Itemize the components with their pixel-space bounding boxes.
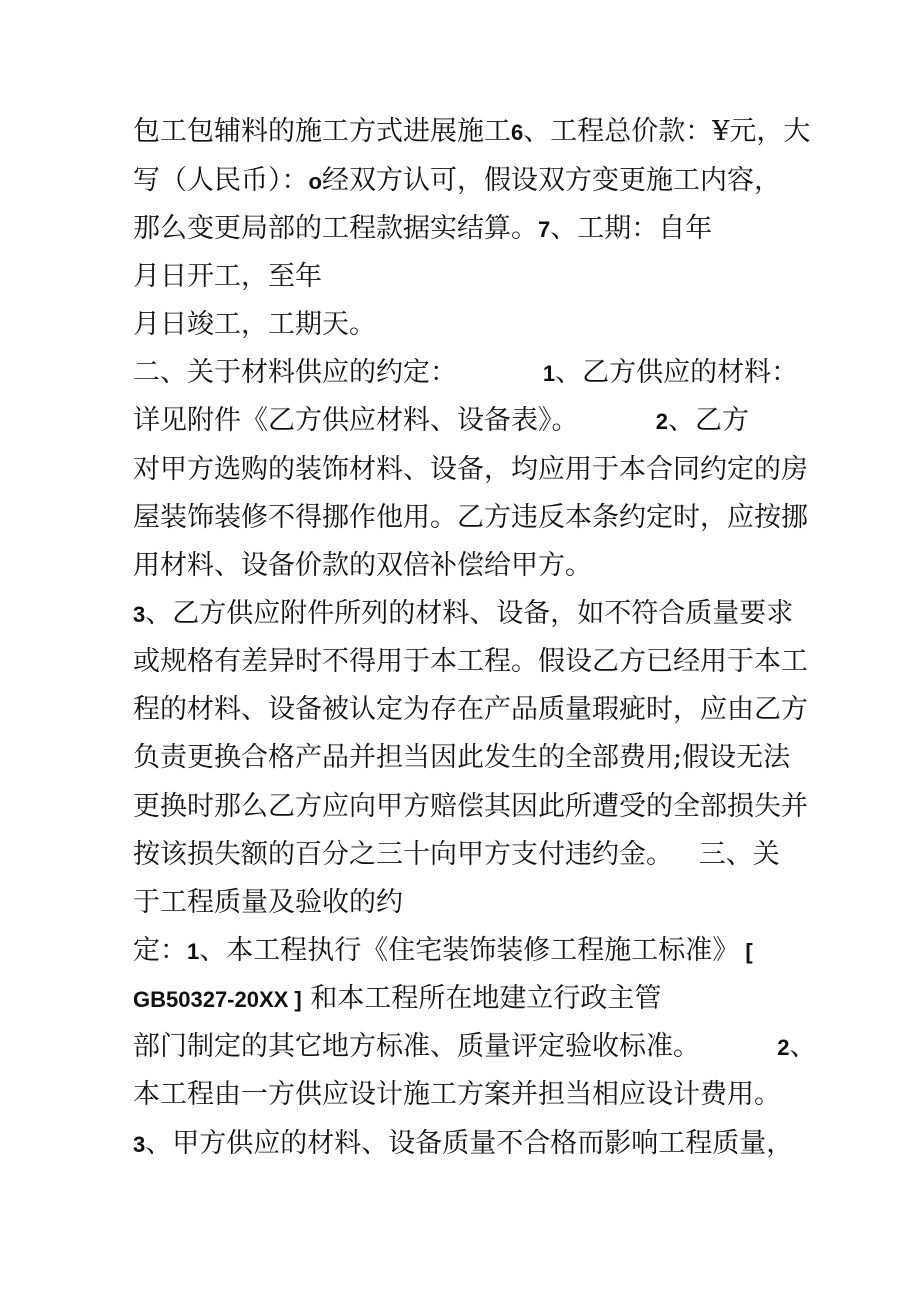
- text-line-21: [133, 1072, 781, 1118]
- text: 、乙方供应附件所列的材料、设备，如不符合质量要求: [145, 598, 794, 629]
- text-line-18: [133, 928, 759, 974]
- clause-number: 2: [777, 1035, 790, 1060]
- text: 那么变更局部的工程款据实结算。: [133, 213, 538, 244]
- text: 或规格有差异时不得用于本工程。假设乙方已经用于本工: [133, 646, 808, 677]
- text: 写（人民币）：: [133, 165, 309, 196]
- text-line-1: [133, 109, 810, 155]
- text: 、乙方供应的材料：: [555, 357, 799, 388]
- clause-number: 1: [187, 939, 200, 964]
- text-line-22: [133, 1121, 793, 1167]
- text-line-12: [133, 639, 808, 685]
- text-line-10: [133, 543, 592, 589]
- clause-number: 3: [133, 602, 146, 627]
- text-line-13: [133, 687, 808, 733]
- text: 、本工程执行《住宅装饰装修工程施工标准》: [199, 935, 740, 966]
- text: 、甲方供应的材料、设备质量不合格而影响工程质量，: [145, 1128, 794, 1159]
- text-line-20: [133, 1024, 817, 1070]
- text-line-14: [133, 735, 790, 781]
- text: 包工包辅料的施工方式进展施工: [133, 116, 511, 147]
- text: 、工程总价款：¥元，大: [523, 116, 811, 147]
- standard-code: GB50327-20XX ]: [133, 987, 302, 1012]
- text: 更换时那么乙方应向甲方赔偿其因此所遭受的全部损失并: [133, 791, 808, 822]
- inline-mark: o: [308, 169, 322, 194]
- text-line-2: [133, 158, 781, 204]
- text: 经双方认可，假设双方变更施工内容，: [321, 165, 781, 196]
- clause-number: 6: [511, 120, 524, 145]
- text: 定：: [133, 935, 187, 966]
- text: 对甲方选购的装饰材料、设备，均应用于本合同约定的房: [133, 454, 808, 485]
- text: 部门制定的其它地方标准、质量评定验收标准。: [133, 1031, 778, 1062]
- text-line-16: [133, 832, 780, 878]
- section-heading: 二、关于材料供应的约定：: [133, 357, 543, 388]
- text: 于工程质量及验收的约: [133, 887, 403, 918]
- text: 月日竣工，工期天。: [133, 309, 376, 340]
- text-line-9: [133, 495, 808, 541]
- bracket: [: [739, 939, 759, 964]
- text: 本工程由一方供应设计施工方案并担当相应设计费用。: [133, 1079, 781, 1110]
- clause-number: 7: [538, 217, 551, 242]
- text: 和本工程所在地建立行政主管: [301, 983, 662, 1014]
- text-line-7: [133, 398, 749, 444]
- text-line-11: [133, 591, 793, 637]
- text-line-8: [133, 447, 808, 493]
- text: 、: [789, 1031, 817, 1062]
- text-line-5: [133, 302, 376, 348]
- text-line-4: [133, 254, 322, 300]
- text-line-15: [133, 784, 808, 830]
- text: 按该损失额的百分之三十向甲方支付违约金。 三、关: [133, 839, 780, 870]
- text: 屋装饰装修不得挪作他用。乙方违反本条约定时，应按挪: [133, 502, 808, 533]
- text: 月日开工，至年: [133, 261, 322, 292]
- text: 用材料、设备价款的双倍补偿给甲方。: [133, 550, 592, 581]
- text: 程的材料、设备被认定为存在产品质量瑕疵时，应由乙方: [133, 694, 808, 725]
- text-line-17: [133, 880, 403, 926]
- text-line-6: [133, 350, 798, 396]
- clause-number: 1: [542, 361, 556, 386]
- text-line-19: [133, 976, 661, 1022]
- text: 详见附件《乙方供应材料、设备表》。: [133, 405, 656, 436]
- text: 、乙方: [668, 405, 749, 436]
- clause-number: 3: [133, 1132, 146, 1157]
- text-line-3: [133, 206, 712, 252]
- text: 、工期：自年: [550, 213, 713, 244]
- text: 负责更换合格产品并担当因此发生的全部费用;假设无法: [133, 742, 791, 773]
- clause-number: 2: [655, 409, 668, 434]
